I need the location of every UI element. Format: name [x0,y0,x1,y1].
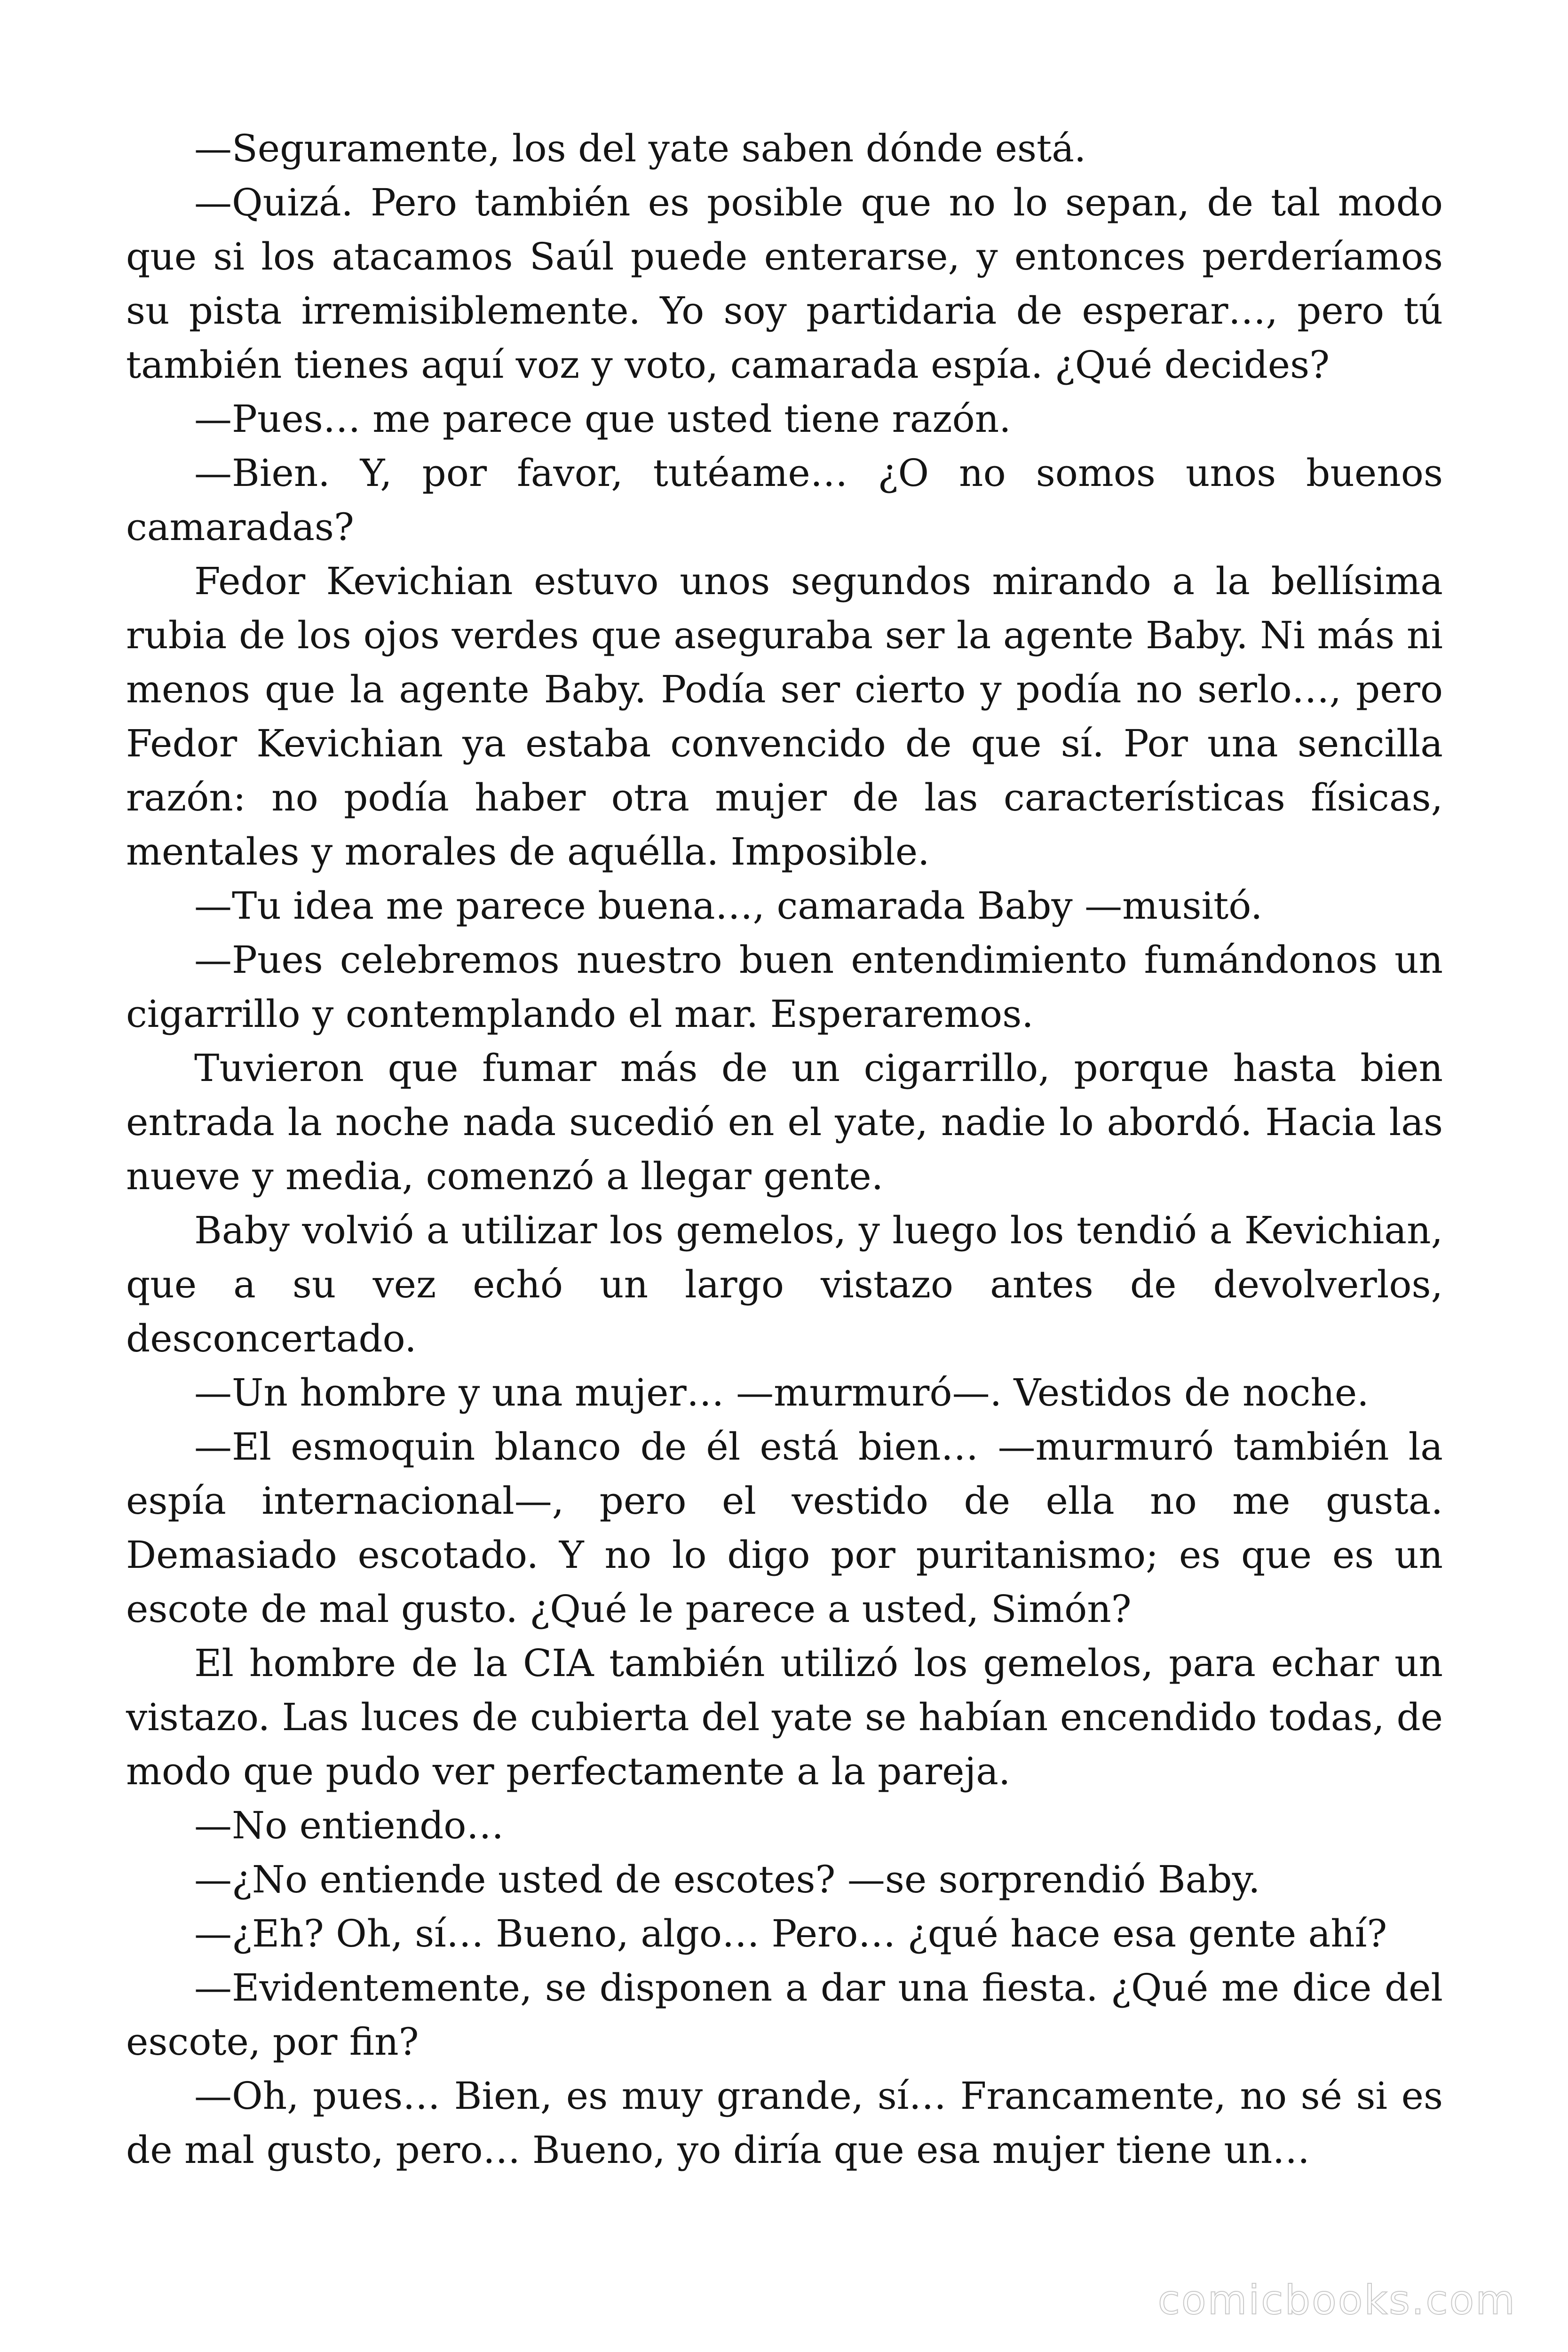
paragraph-7: —Pues celebremos nuestro buen entendimiento fumándonos un cigarrillo y contemplando el mar. Esperaremos. [126,938,1443,1036]
paragraph-6: —Tu idea me parece buena…, camarada Baby —musitó. [194,884,1263,928]
paragraph-13: —No entiendo… [194,1804,504,1847]
paragraph-4: —Bien. Y, por favor, tutéame… ¿O no somos unos buenos camaradas? [126,451,1443,549]
paragraph-3: —Pues… me parece que usted tiene razón. [194,397,1011,441]
paragraph-1: —Seguramente, los del yate saben dónde está. [194,127,1086,170]
paragraph-9: Baby volvió a utilizar los gemelos, y luego los tendió a Kevichian, que a su vez echó un largo vistazo antes de devolverlos, desconcertado. [126,1208,1443,1360]
paragraph-10: —Un hombre y una mujer… —murmuró—. Vestidos de noche. [194,1371,1369,1414]
paragraph-11: —El esmoquin blanco de él está bien… —murmuró también la espía internacional—, pero el vestido de ella no me gusta. Demasiado escotado. Y no lo digo por puritanismo; es que es un escote de mal gusto. ¿Qué le parece a usted, Simón? [126,1425,1443,1631]
paragraph-16: —Evidentemente, se disponen a dar una fiesta. ¿Qué me dice del escote, por fin? [126,1966,1443,2064]
paragraph-15: —¿Eh? Oh, sí… Bueno, algo… Pero… ¿qué hace esa gente ahí? [194,1912,1387,1955]
paragraph-2: —Quizá. Pero también es posible que no lo sepan, de tal modo que si los atacamos Saúl puede enterarse, y entonces perderíamos su pista irremisiblemente. Yo soy partidaria de esperar…, pero tú también tienes aquí voz y voto, camarada espía. ¿Qué decides? [126,181,1443,387]
paragraph-12: El hombre de la CIA también utilizó los gemelos, para echar un vistazo. Las luces de cubierta del yate se habían encendido todas, de modo que pudo ver perfectamente a la pareja. [126,1641,1443,1793]
paragraph-14: —¿No entiende usted de escotes? —se sorprendió Baby. [194,1858,1260,1901]
paragraph-5: Fedor Kevichian estuvo unos segundos mirando a la bellísima rubia de los ojos verdes que aseguraba ser la agente Baby. Ni más ni menos que la agente Baby. Podía ser cierto y podía no serlo…, pero Fedor Kevichian ya estaba convencido de que sí. Por una sencilla razón: no podía haber otra mujer de las características físicas, mentales y morales de aquélla. Imposible. [126,559,1443,874]
paragraph-8: Tuvieron que fumar más de un cigarrillo, porque hasta bien entrada la noche nada sucedió en el yate, nadie lo abordó. Hacia las nueve y media, comenzó a llegar gente. [126,1046,1443,1198]
paragraph-17: —Oh, pues… Bien, es muy grande, sí… Francamente, no sé si es de mal gusto, pero… Bueno, yo diría que esa mujer tiene un… [126,2074,1443,2172]
watermark-text: comicbooks.com [1157,2277,1516,2324]
book-page-text [126,121,1443,2332]
